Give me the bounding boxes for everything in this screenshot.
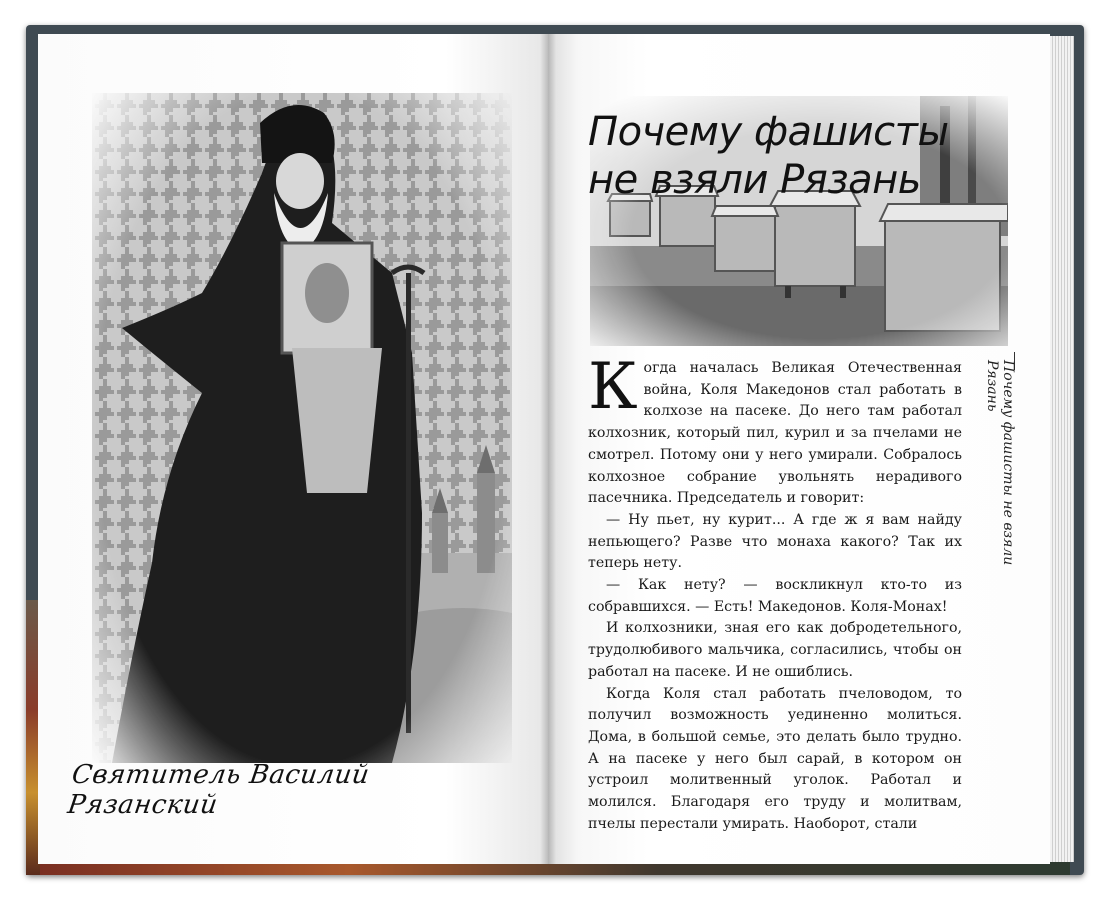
saint-portrait-icon	[92, 93, 512, 763]
paragraph-5: Когда Коля стал работать пчеловодом, то получил возможность уединенно молиться. Дома, в большой семье, это делать было трудно. А на пасеке у него был сарай, в котором он устроил молитвенный уголок. Работал и молился. Благодаря его труду и молитвам, пчелы перестали умирать. Наоборот, стали	[588, 685, 962, 832]
chapter-title-line2: не взяли Рязань	[588, 157, 921, 203]
running-head: Почему фашисты не взяли Рязань	[984, 360, 1016, 566]
paragraph-2: — Ну пьет, ну курит... А где ж я вам найду непьющего? Разве что монаха какого? Так их теперь нету.	[588, 511, 962, 572]
page-edges	[1050, 36, 1074, 862]
chapter-title	[588, 108, 988, 204]
drop-cap: К	[588, 350, 638, 424]
chapter-title-line1: Почему фашисты	[588, 109, 949, 155]
chapter-body	[588, 350, 962, 835]
paragraph-4: И колхозники, зная его как добродетельного, трудолюбивого мальчика, согласились, чтобы он работал на пасеке. И не ошиблись.	[588, 620, 962, 680]
portrait-caption: Святитель Василий Рязанский	[65, 760, 372, 820]
book-gutter	[540, 34, 556, 864]
paragraph-3: — Как нету? — воскликнул кто-то из собравшихся. — Есть! Македонов. Коля-Монах!	[588, 577, 962, 615]
paragraph-1-text: огда началась Великая Отечественная война, Коля Македонов стал работать в колхозе на пасеке. До него там работал колхозник, который пил, курил и за пчелами не смотрел. Потому они у него умирали. Собралось колхозное собрание увольнять нерадивого пасечника. Председатель и говорит:	[588, 360, 962, 507]
paragraph-1	[588, 350, 962, 510]
